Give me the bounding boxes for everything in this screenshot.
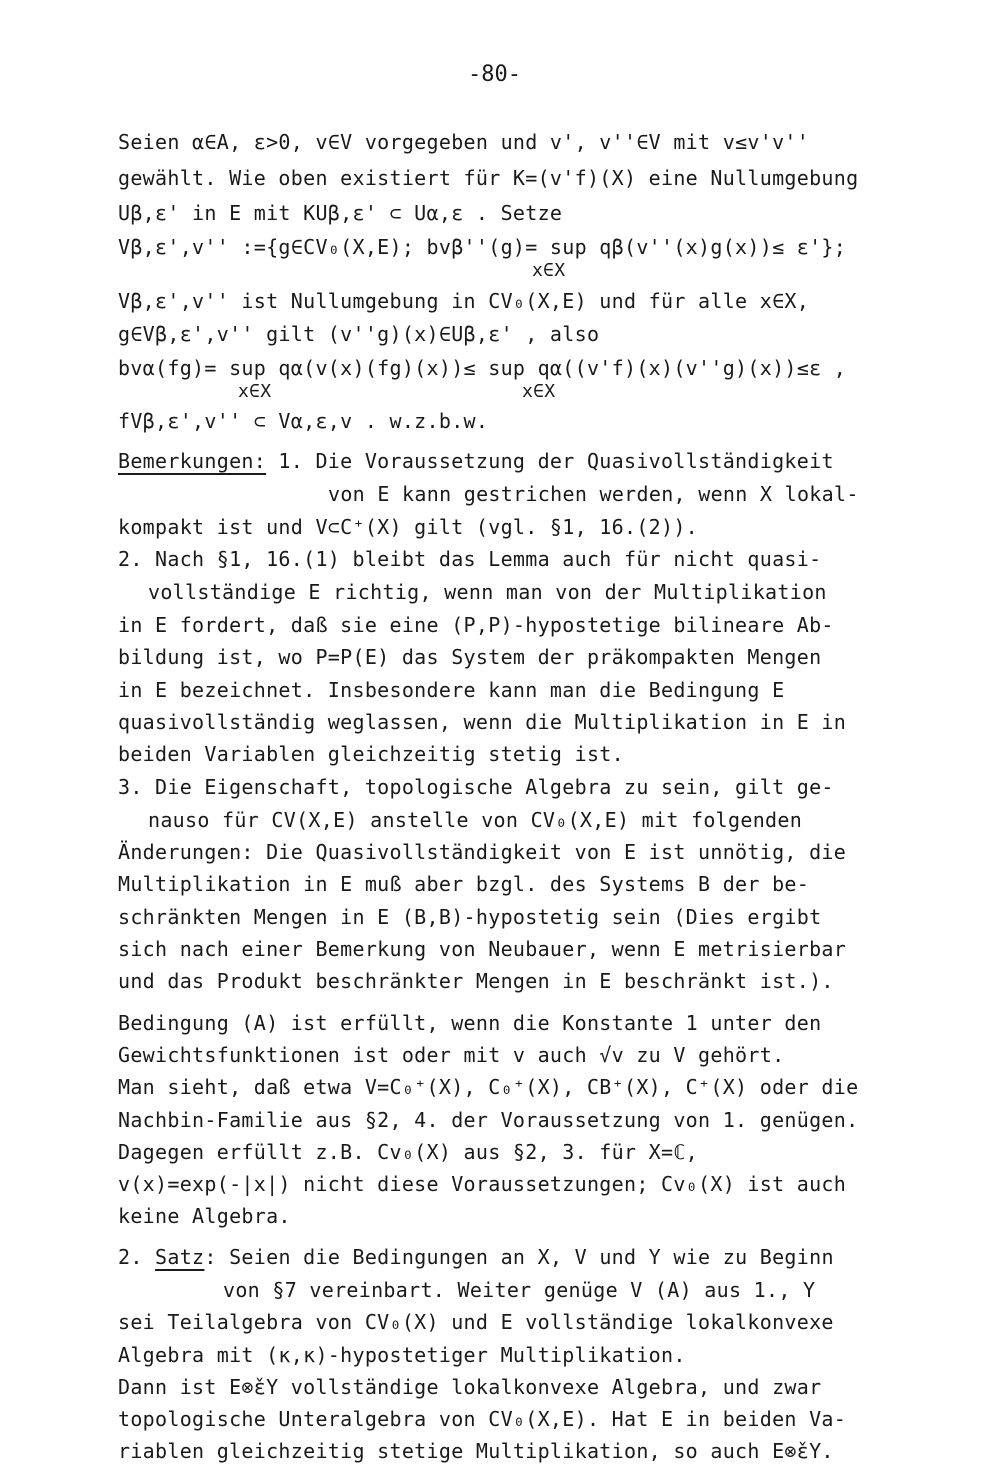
text-line: 2. Nach §1, 16.(1) bleibt das Lemma auch für nicht quasi- [118, 547, 822, 571]
text-line: in E fordert, daß sie eine (P,P)-hypostetige bilineare Ab- [118, 613, 834, 637]
text-line: Multiplikation in E muß aber bzgl. des Systems B der be- [118, 872, 810, 896]
text-line: von E kann gestrichen werden, wenn X lokal- [328, 482, 859, 506]
remark-text: 1. Die Voraussetzung der Quasivollständigkeit [266, 449, 834, 473]
text-line: gewählt. Wie oben existiert für K=(v'f)(X) eine Nullumgebung [118, 166, 859, 190]
text-line: kompakt ist und V⊂C⁺(X) gilt (vgl. §1, 16.(2)). [118, 515, 699, 539]
theorem-heading-line [118, 1243, 834, 1271]
theorem-heading: Satz [155, 1245, 205, 1269]
text-line: v(x)=exp(-|x|) nicht diese Voraussetzungen; Cv₀(X) ist auch [118, 1172, 847, 1196]
text-line: sich nach einer Bemerkung von Neubauer, wenn E metrisierbar [118, 937, 847, 961]
text-line: sei Teilalgebra von CV₀(X) und E vollständige lokalkonvexe [118, 1310, 834, 1334]
text-line: schränkten Mengen in E (B,B)-hypostetig sein (Dies ergibt [118, 905, 822, 929]
sup-subscript: x∈X [238, 381, 272, 402]
text-line: Vβ,ε',v'' ist Nullumgebung in CV₀(X,E) und für alle x∈X, [118, 289, 810, 313]
text-line: Seien α∈A, ε>0, v∈V vorgegeben und v', v''∈V mit v≤v'v'' [118, 130, 810, 154]
text-line: topologische Unteralgebra von CV₀(X,E). Hat E in beiden Va- [118, 1407, 847, 1431]
text-line: vollständige E richtig, wenn man von der Multiplikation [148, 580, 827, 604]
text-line: Algebra mit (κ,κ)-hypostetiger Multiplikation. [118, 1343, 686, 1367]
text-line: Vβ,ε',v'' :={g∈CV₀(X,E); bvβ''(g)= sup qβ(v''(x)g(x))≤ ε'}; [118, 235, 847, 259]
text-line: Dagegen erfüllt z.B. Cv₀(X) aus §2, 3. für X=ℂ, [118, 1140, 699, 1164]
sup-subscript: x∈X [532, 260, 566, 281]
text-line: riablen gleichzeitig stetige Multiplikation, so auch E⊗̌εY. [118, 1439, 834, 1463]
text-line: Bedingung (A) ist erfüllt, wenn die Konstante 1 unter den [118, 1011, 822, 1035]
page-number: -80- [468, 62, 521, 87]
text-line: Änderungen: Die Quasivollständigkeit von E ist unnötig, die [118, 840, 847, 864]
text-line: Man sieht, daß etwa V=C₀⁺(X), C₀⁺(X), CB⁺(X), C⁺(X) oder die [118, 1075, 859, 1099]
text-line: bvα(fg)= sup qα(v(x)(fg)(x))≤ sup qα((v'f)(x)(v''g)(x))≤ε , [118, 356, 847, 380]
text-line: in E bezeichnet. Insbesondere kann man die Bedingung E [118, 678, 785, 702]
text-line: von §7 vereinbart. Weiter genüge V (A) aus 1., Y [223, 1278, 816, 1302]
text-line: fVβ,ε',v'' ⊂ Vα,ε,v . w.z.b.w. [118, 409, 489, 433]
text-line: Uβ,ε' in E mit KUβ,ε' ⊂ Uα,ε . Setze [118, 201, 563, 225]
text-line: Gewichtsfunktionen ist oder mit v auch √v zu V gehört. [118, 1043, 785, 1067]
sup-subscript: x∈X [522, 381, 556, 402]
theorem-text: : Seien die Bedingungen an X, V und Y wie zu Beginn [204, 1245, 834, 1269]
text-line: nauso für CV(X,E) anstelle von CV₀(X,E) mit folgenden [148, 808, 803, 832]
remark-heading: Bemerkungen: [118, 449, 267, 473]
text-line: Dann ist E⊗̌εY vollständige lokalkonvexe Algebra, und zwar [118, 1375, 822, 1399]
text-line: beiden Variablen gleichzeitig stetig ist. [118, 742, 624, 766]
theorem-number: 2. [118, 1245, 156, 1269]
text-line: Nachbin-Familie aus §2, 4. der Voraussetzung von 1. genügen. [118, 1108, 859, 1132]
text-line: g∈Vβ,ε',v'' gilt (v''g)(x)∈Uβ,ε' , also [118, 322, 600, 346]
text-line: und das Produkt beschränkter Mengen in E beschränkt ist.). [118, 969, 834, 993]
remark-heading-line [118, 447, 834, 475]
text-line: bildung ist, wo P=P(E) das System der präkompakten Mengen [118, 645, 822, 669]
text-line: quasivollständig weglassen, wenn die Multiplikation in E in [118, 710, 847, 734]
text-line: 3. Die Eigenschaft, topologische Algebra zu sein, gilt ge- [118, 775, 834, 799]
text-line: keine Algebra. [118, 1204, 291, 1228]
